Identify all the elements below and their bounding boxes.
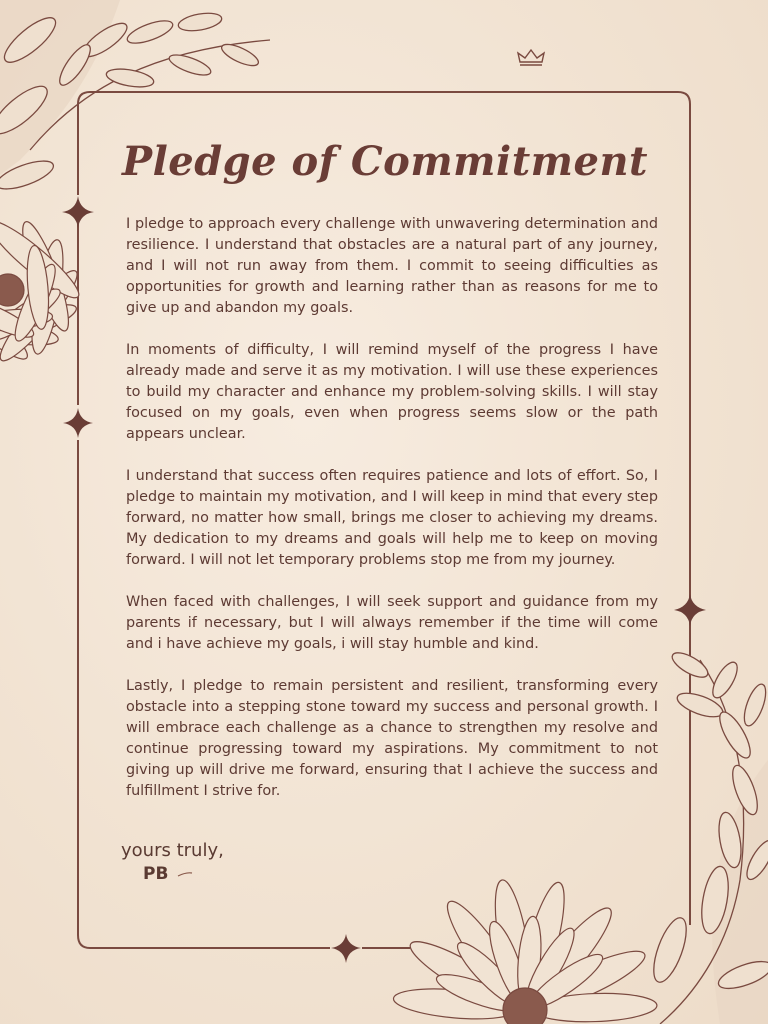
sparkle-icon bbox=[331, 934, 361, 963]
sparkle-icon bbox=[63, 408, 93, 438]
paragraph: Lastly, I pledge to remain persistent and resilient, transforming every obstacle into a stepping stone toward my success and personal growth. I will embrace each challenge as a chance to strengthen my resolve and continue progressing toward my aspirations. My commitment to not giving up will drive me forward, ensuring that I achieve the success and fulfillment I strive for. bbox=[126, 678, 658, 799]
paragraph: In moments of difficulty, I will remind myself of the progress I have already made and serve it as my motivation. I will use these experiences to build my character and enhance my problem-solving skills. I will stay focused on my goals, even when progress seems slow or the path appears unclear. bbox=[126, 342, 658, 442]
signature-initials: PB bbox=[143, 864, 169, 884]
paragraph: I understand that success often requires patience and lots of effort. So, I pledge to maintain my motivation, and I will keep in mind that every step forward, no matter how small, brings me closer to achieving my dreams. My dedication to my dreams and goals will help me to keep on moving forward. I will not let temporary problems stop me from my journey. bbox=[126, 468, 658, 568]
paragraph: I pledge to approach every challenge with unwavering determination and resilience. I understand that obstacles are a natural part of any journey, and I will not run away from them. I commit to seeing difficulties as opportunities for growth and learning rather than as reasons for me to give up and abandon my goals. bbox=[126, 216, 658, 316]
page-title: Pledge of Commitment bbox=[121, 138, 648, 185]
leaf-branch-icon bbox=[647, 648, 768, 1024]
sparkle-icon bbox=[674, 594, 706, 626]
sparkle-icon bbox=[62, 196, 94, 228]
crown-icon bbox=[518, 50, 544, 65]
flower-icon bbox=[0, 213, 86, 368]
paragraph: When faced with challenges, I will seek support and guidance from my parents if necessary, but I will always remember if the time will come and i have achieve my goals, i will stay humble and kind. bbox=[126, 594, 658, 652]
pledge-body bbox=[126, 214, 658, 823]
flower-icon bbox=[392, 878, 657, 1024]
signoff: yours truly, bbox=[121, 840, 224, 861]
